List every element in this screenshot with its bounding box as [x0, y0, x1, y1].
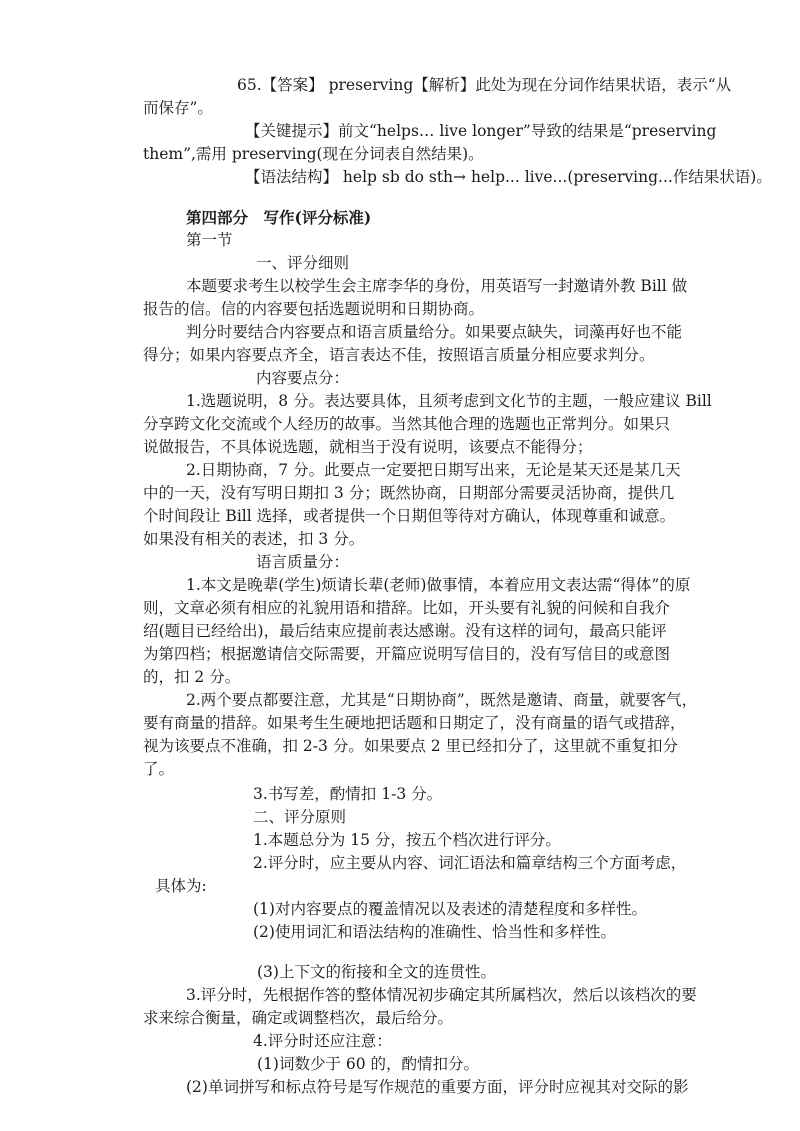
- answer-65-cont: 而保存”。: [143, 99, 213, 117]
- paragraph-line: 具体为:: [155, 877, 207, 895]
- scoring-details-heading: 一、评分细则: [256, 254, 350, 272]
- grammar-structure: 【语法结构】 help sb do sth→ help... live...(preserving...作结果状语)。: [245, 168, 772, 186]
- paragraph-line: 4.评分时还应注意：: [253, 1032, 392, 1050]
- paragraph-line: 要有商量的措辞。如果考生生硬地把话题和日期定了，没有商量的语气或措辞，: [143, 714, 686, 732]
- paragraph-line: 说做报告，不具体说选题，就相当于没有说明，该要点不能得分；: [143, 438, 593, 456]
- scoring-principles-heading: 二、评分原则: [253, 808, 347, 826]
- answer-65: 65.【答案】 preserving【解析】此处为现在分词作结果状语，表示“从: [237, 76, 732, 94]
- section-title: 第四部分 写作(评分标准): [186, 208, 372, 227]
- key-hint: 【关键提示】前文“helps… live longer”导致的结果是“preserving: [245, 122, 717, 140]
- paragraph-line: 报告的信。信的内容要包括选题说明和日期协商。: [143, 300, 485, 318]
- paragraph-line: 2.日期协商，7 分。此要点一定要把日期写出来，无论是某天还是某几天: [186, 461, 681, 479]
- content-points-heading: 内容要点分：: [256, 369, 350, 387]
- paragraph-line: 1.本题总分为 15 分，按五个档次进行评分。: [253, 831, 561, 849]
- paragraph-line: 2.两个要点都要注意，尤其是“日期协商”，既然是邀请、商量，就要客气，: [186, 691, 698, 709]
- paragraph-line: 的，扣 2 分。: [143, 668, 241, 686]
- paragraph-line: 为第四档；根据邀请信交际需要，开篇应说明写信目的，没有写信目的或意图: [143, 645, 671, 663]
- paragraph-line: 视为该要点不准确，扣 2-3 分。如果要点 2 里已经扣分了，这里就不重复扣分: [143, 737, 679, 755]
- paragraph-line: 如果没有相关的表述，扣 3 分。: [143, 530, 365, 548]
- paragraph-line: 绍(题目已经给出)，最后结束应提前表达感谢。没有这样的词句，最高只能评: [143, 622, 667, 640]
- paragraph-line: 求来综合衡量，确定或调整档次，最后给分。: [143, 1009, 454, 1027]
- paragraph-line: (2)使用词汇和语法结构的准确性、恰当性和多样性。: [253, 923, 616, 941]
- paragraph-line: 中的一天，没有写明日期扣 3 分；既然协商，日期部分需要灵活协商，提供几: [143, 484, 675, 502]
- paragraph-line: 则，文章必须有相应的礼貌用语和措辞。比如，开头要有礼貌的问候和自我介: [143, 599, 671, 617]
- paragraph-line: 得分；如果内容要点齐全，语言表达不佳，按照语言质量分相应要求判分。: [143, 346, 655, 364]
- part-one-label: 第一节: [186, 231, 233, 249]
- paragraph-line: (1)词数少于 60 的，酌情扣分。: [257, 1055, 480, 1073]
- paragraph-line: 1.选题说明，8 分。表达要具体，且须考虑到文化节的主题，一般应建议 Bill: [186, 392, 712, 410]
- paragraph-line: (3)上下文的衔接和全文的连贯性。: [257, 963, 496, 981]
- paragraph-line: 3.书写差，酌情扣 1-3 分。: [253, 785, 443, 803]
- paragraph-line: 3.评分时，先根据作答的整体情况初步确定其所属档次，然后以该档次的要: [186, 986, 697, 1004]
- paragraph-line: 判分时要结合内容要点和语言质量给分。如果要点缺失，词藻再好也不能: [186, 323, 683, 341]
- paragraph-line: 分享跨文化交流或个人经历的故事。当然其他合理的选题也正常判分。如果只: [143, 415, 671, 433]
- paragraph-line: 1.本文是晚辈(学生)烦请长辈(老师)做事情，本着应用文表达需“得体”的原: [186, 576, 691, 594]
- paragraph-line: (1)对内容要点的覆盖情况以及表述的清楚程度和多样性。: [253, 900, 647, 918]
- key-hint-cont: them”,需用 preserving(现在分词表自然结果)。: [143, 145, 484, 163]
- paragraph-line: 个时间段让 Bill 选择，或者提供一个日期但等待对方确认，体现尊重和诚意。: [143, 507, 676, 525]
- language-quality-heading: 语言质量分：: [256, 553, 350, 571]
- paragraph-line: 了。: [143, 760, 175, 778]
- paragraph-line: (2)单词拼写和标点符号是写作规范的重要方面，评分时应视其对交际的影: [186, 1078, 689, 1096]
- paragraph-line: 本题要求考生以校学生会主席李华的身份，用英语写一封邀请外教 Bill 做: [186, 277, 688, 295]
- paragraph-line: 2.评分时，应主要从内容、词汇语法和篇章结构三个方面考虑，: [253, 854, 687, 872]
